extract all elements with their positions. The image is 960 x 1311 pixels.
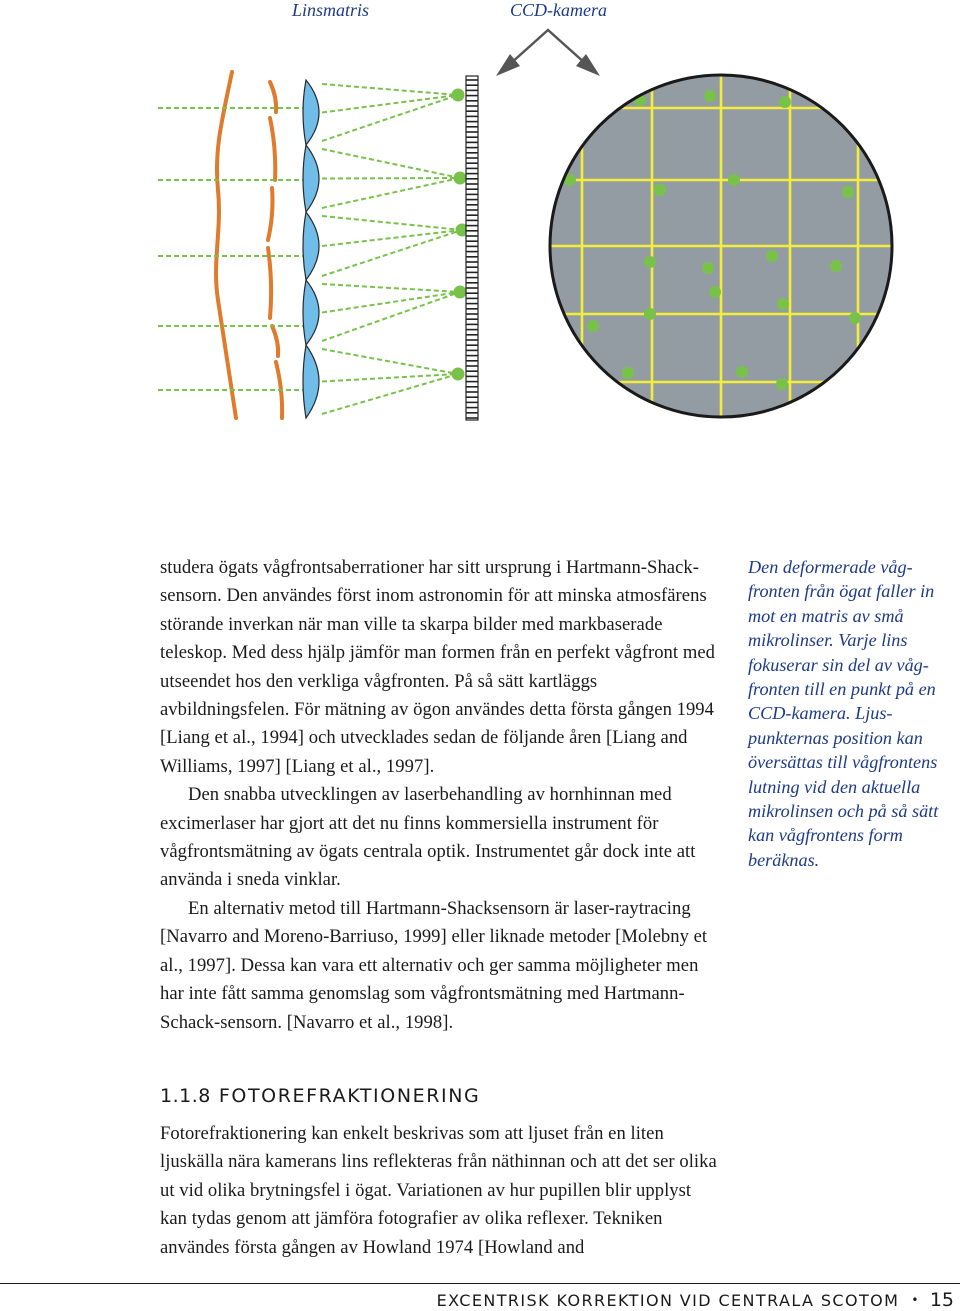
footer-rule bbox=[0, 1283, 960, 1284]
arrow-line bbox=[510, 30, 586, 64]
ccd-light-spot bbox=[587, 320, 599, 332]
microlens bbox=[303, 145, 319, 212]
caption-line: fronten till en punkt på en bbox=[748, 679, 936, 700]
focused-ray bbox=[322, 178, 460, 179]
ccd-light-spot bbox=[622, 367, 634, 379]
focused-ray bbox=[322, 230, 462, 246]
margin-caption bbox=[748, 555, 958, 872]
focused-ray bbox=[322, 284, 460, 292]
focused-ray bbox=[322, 216, 462, 230]
focused-ray bbox=[322, 292, 460, 341]
caption-line: kan vågfrontens form bbox=[748, 825, 903, 846]
paragraph: studera ögats vågfrontsaberrationer har sitt ursprung i Hartmann-Shack-sensorn. Den användes först inom astronomin för att minska atmosfärens störande inverkan när man ville ta skarpa bilder med markbaserade teleskop. Med dess hjälp jämför man formen från en perfekt vågfront med utseendet hos den verkliga vågfronten. På så sätt kartläggs avbildningsfelen. För mätning av ögon användes detta första gången 1994 [Liang et al., 1994] och utvecklades sedan de följande åren [Liang and Williams, 1997] [Liang et al., 1997]. bbox=[160, 557, 715, 777]
caption-line: Den deformerade våg- bbox=[748, 557, 913, 577]
wavefront-curves bbox=[216, 72, 282, 418]
ccd-light-spot bbox=[736, 366, 748, 378]
ccd-light-spot bbox=[779, 96, 791, 108]
caption-line: översättas till vågfrontens bbox=[748, 752, 938, 773]
microlens bbox=[303, 345, 319, 418]
caption-line: mikrolinsen och på så sätt bbox=[748, 801, 939, 822]
ccd-sensor-strip bbox=[466, 76, 478, 420]
ccd-light-spot bbox=[842, 186, 854, 198]
running-title: EXCENTRISK KORREKTION VID CENTRALA SCOTOM bbox=[436, 1291, 900, 1310]
ccd-light-spot bbox=[777, 298, 789, 310]
caption-line: mikrolinser. Varje lins bbox=[748, 630, 908, 651]
ccd-image-disc bbox=[540, 70, 905, 425]
focused-ray bbox=[322, 349, 458, 374]
focused-ray bbox=[322, 230, 462, 276]
focal-spot bbox=[454, 286, 467, 299]
focused-ray bbox=[322, 95, 458, 141]
microlens bbox=[303, 280, 319, 345]
footer-separator: • bbox=[911, 1293, 920, 1307]
microlens bbox=[303, 212, 319, 280]
focused-ray bbox=[322, 292, 460, 313]
caption-line: beräknas. bbox=[748, 849, 820, 870]
section-heading bbox=[160, 1085, 480, 1107]
focal-spot bbox=[452, 368, 465, 381]
ccd-light-spot bbox=[766, 250, 778, 262]
ccd-light-spot bbox=[704, 90, 716, 102]
caption-line: punkternas position kan bbox=[748, 727, 923, 748]
caption-line: CCD-kamera. Ljus- bbox=[748, 703, 893, 724]
wavefront-curve bbox=[216, 72, 236, 418]
paragraph: Fotorefraktionering kan enkelt beskrivas som att ljuset från en liten ljuskälla nära kamerans lins reflekteras från näthinnan och att det ser olika ut vid olika brytningsfel i ögat. Variationen av hur pupillen blir upplyst kan tydas genom att jämföra fotografier av olika reflexer. Tekniken användes första gången av Howland 1974 [Howland and bbox=[160, 1123, 717, 1258]
section-title: FOTOREFRAKTIONERING bbox=[218, 1085, 481, 1107]
paragraph: Den snabba utvecklingen av laserbehandling av hornhinnan med excimerlaser har gjort att det nu finns kommersiella instrument för vågfrontsmätning av ögats centrala optik. Instrumentet går dock inte att använda i sneda vinklar. bbox=[160, 784, 696, 891]
ccd-light-spot bbox=[654, 184, 666, 196]
focal-spot bbox=[452, 89, 465, 102]
caption-line: fronten från ögat faller in bbox=[748, 581, 935, 602]
wavefront-segment bbox=[268, 188, 273, 240]
focused-ray bbox=[322, 84, 458, 95]
focused-ray bbox=[322, 178, 460, 208]
microlens-array bbox=[303, 80, 319, 418]
figure-label-lens-array: Linsmatris bbox=[292, 0, 370, 20]
caption-line: lutning vid den aktuella bbox=[748, 776, 921, 797]
ccd-light-spot bbox=[728, 174, 740, 186]
microlens bbox=[303, 80, 319, 145]
ccd-light-spot bbox=[644, 256, 656, 268]
wavefront-segment bbox=[272, 326, 278, 356]
wavefront-segment bbox=[270, 118, 275, 180]
ccd-light-spot bbox=[776, 378, 788, 390]
focused-ray bbox=[322, 95, 458, 113]
ccd-light-spot bbox=[644, 308, 656, 320]
paragraph: En alternativ metod till Hartmann-Shacksensorn är laser-raytracing [Navarro and Moreno-Barriuso, 1999] eller liknade metoder [Molebny et al., 1997]. Dessa kan vara ett alternativ och ger samma möjligheter men har inte fått samma genomslag som vågfrontsmätning med Hartmann-Schack-sensorn. [Navarro et al., 1998]. bbox=[160, 897, 708, 1033]
caption-line: fokuserar sin del av våg- bbox=[748, 654, 929, 675]
ccd-light-spot bbox=[702, 262, 714, 274]
focused-ray bbox=[322, 149, 460, 178]
body-text-lower bbox=[160, 1120, 720, 1262]
page-number: 15 bbox=[929, 1289, 954, 1311]
ccd-light-spot bbox=[849, 312, 861, 324]
page-footer bbox=[437, 1289, 954, 1311]
body-text-upper bbox=[160, 554, 720, 1037]
ccd-light-spot bbox=[709, 286, 721, 298]
section-number: 1.1.8 bbox=[160, 1085, 211, 1107]
wavefront-segment bbox=[268, 248, 271, 318]
caption-line: mot en matris av små bbox=[748, 605, 904, 626]
ccd-light-spot bbox=[830, 260, 842, 272]
ccd-magnify-arrow bbox=[496, 30, 600, 76]
hartmann-shack-diagram bbox=[0, 0, 960, 440]
figure-label-ccd-camera: CCD-kamera bbox=[510, 0, 607, 20]
focal-spot bbox=[454, 172, 467, 185]
